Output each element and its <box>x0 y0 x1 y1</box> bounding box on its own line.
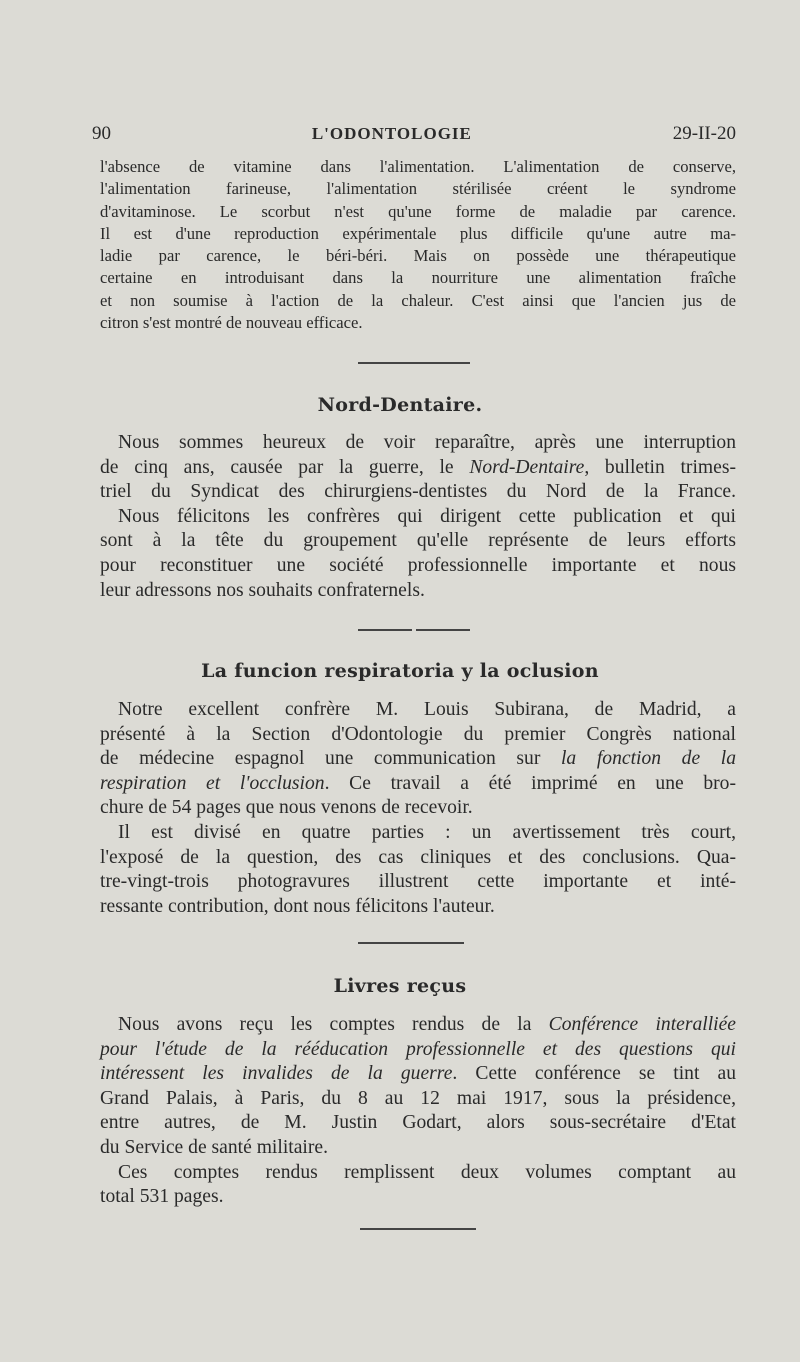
text-line: citron s'est montré de nouveau efficace. <box>100 313 363 333</box>
text-line: et non soumise à l'action de la chaleur. C'est ainsi que l'ancien jus de <box>100 290 736 310</box>
section-divider <box>358 629 412 631</box>
text-line: l'absence de vitamine dans l'alimentation. L'alimentation de conserve, <box>100 157 736 176</box>
text-line: Grand Palais, à Paris, du 8 au 12 mai 1917, sous la présidence, <box>100 1087 736 1109</box>
text-line: ladie par carence, le béri-béri. Mais on possède une thérapeutique <box>100 246 736 266</box>
text-line: l'exposé de la question, des cas cliniques et des conclusions. Qua- <box>100 846 736 868</box>
text-line: entre autres, de M. Justin Godart, alors sous-secrétaire d'Etat <box>100 1112 736 1134</box>
text-line: tre-vingt-trois photogravures illustrent cette importante et inté- <box>100 871 736 893</box>
text-line: certaine en introduisant dans la nourriture une alimentation fraîche <box>100 268 736 288</box>
section-heading-livres-recus: Livres reçus <box>333 975 467 997</box>
text-line: Ces comptes rendus remplissent deux volumes comptant au <box>118 1161 736 1183</box>
text-line: total 531 pages. <box>100 1186 224 1208</box>
text-line: du Service de santé militaire. <box>100 1136 328 1158</box>
section-divider <box>358 362 470 364</box>
text-line: Nous avons reçu les comptes rendus de la Conférence interalliée <box>118 1014 736 1035</box>
text-line: l'alimentation farineuse, l'alimentation stérilisée créent le syndrome <box>100 179 736 199</box>
section-heading-nord-dentaire: Nord-Dentaire. <box>317 394 483 416</box>
issue-date: 29-II-20 <box>672 123 736 144</box>
text-line: leur adressons nos souhaits confraternels. <box>100 579 425 601</box>
section-funcion-body <box>100 698 736 919</box>
text-line: Il est d'une reproduction expérimentale plus difficile qu'une autre ma- <box>100 223 736 243</box>
intro-paragraph <box>100 156 736 334</box>
text-line: Nous sommes heureux de voir reparaître, après une interruption <box>118 432 736 453</box>
text-line: Nous félicitons les confrères qui dirigent cette publication et qui <box>118 505 736 527</box>
text-line: intéressent les invalides de la guerre. Cette conférence se tint au <box>100 1063 737 1085</box>
section-divider <box>360 1228 476 1230</box>
text-line: de médecine espagnol une communication sur la fonction de la <box>100 748 736 770</box>
section-divider <box>358 942 464 944</box>
text-line: ressante contribution, dont nous félicitons l'auteur. <box>100 895 495 917</box>
page-number: 90 <box>92 123 111 144</box>
section-divider <box>416 629 470 631</box>
text-line: sont à la tête du groupement qu'elle représente de leurs efforts <box>100 530 736 552</box>
text-line: triel du Syndicat des chirurgiens-dentistes du Nord de la France. <box>100 481 736 503</box>
text-line: respiration et l'occlusion. Ce travail a été imprimé en une bro- <box>100 772 736 794</box>
text-line: Notre excellent confrère M. Louis Subirana, de Madrid, a <box>118 699 736 720</box>
journal-name: Nord-Dentaire <box>469 456 585 478</box>
text-line: Il est divisé en quatre parties : un avertissement très court, <box>118 821 736 843</box>
text-line: de cinq ans, causée par la guerre, le Nord-Dentaire, bulletin trimes- <box>100 456 736 478</box>
text-line: chure de 54 pages que nous venons de recevoir. <box>100 797 473 819</box>
text-line: pour reconstituer une société professionnelle importante et nous <box>100 554 736 576</box>
running-header <box>92 123 736 145</box>
journal-title: L'ODONTOLOGIE <box>311 124 472 143</box>
text-line: d'avitaminose. Le scorbut n'est qu'une forme de maladie par carence. <box>100 201 736 221</box>
section-heading-funcion-respiratoria: La funcion respiratoria y la oclusion <box>201 660 599 682</box>
text-line: présenté à la Section d'Odontologie du premier Congrès national <box>100 723 736 745</box>
section-livres-body <box>100 1013 736 1210</box>
section-nord-dentaire-body <box>100 431 736 603</box>
text-line: pour l'étude de la rééducation professionnelle et des questions qui <box>100 1038 736 1060</box>
